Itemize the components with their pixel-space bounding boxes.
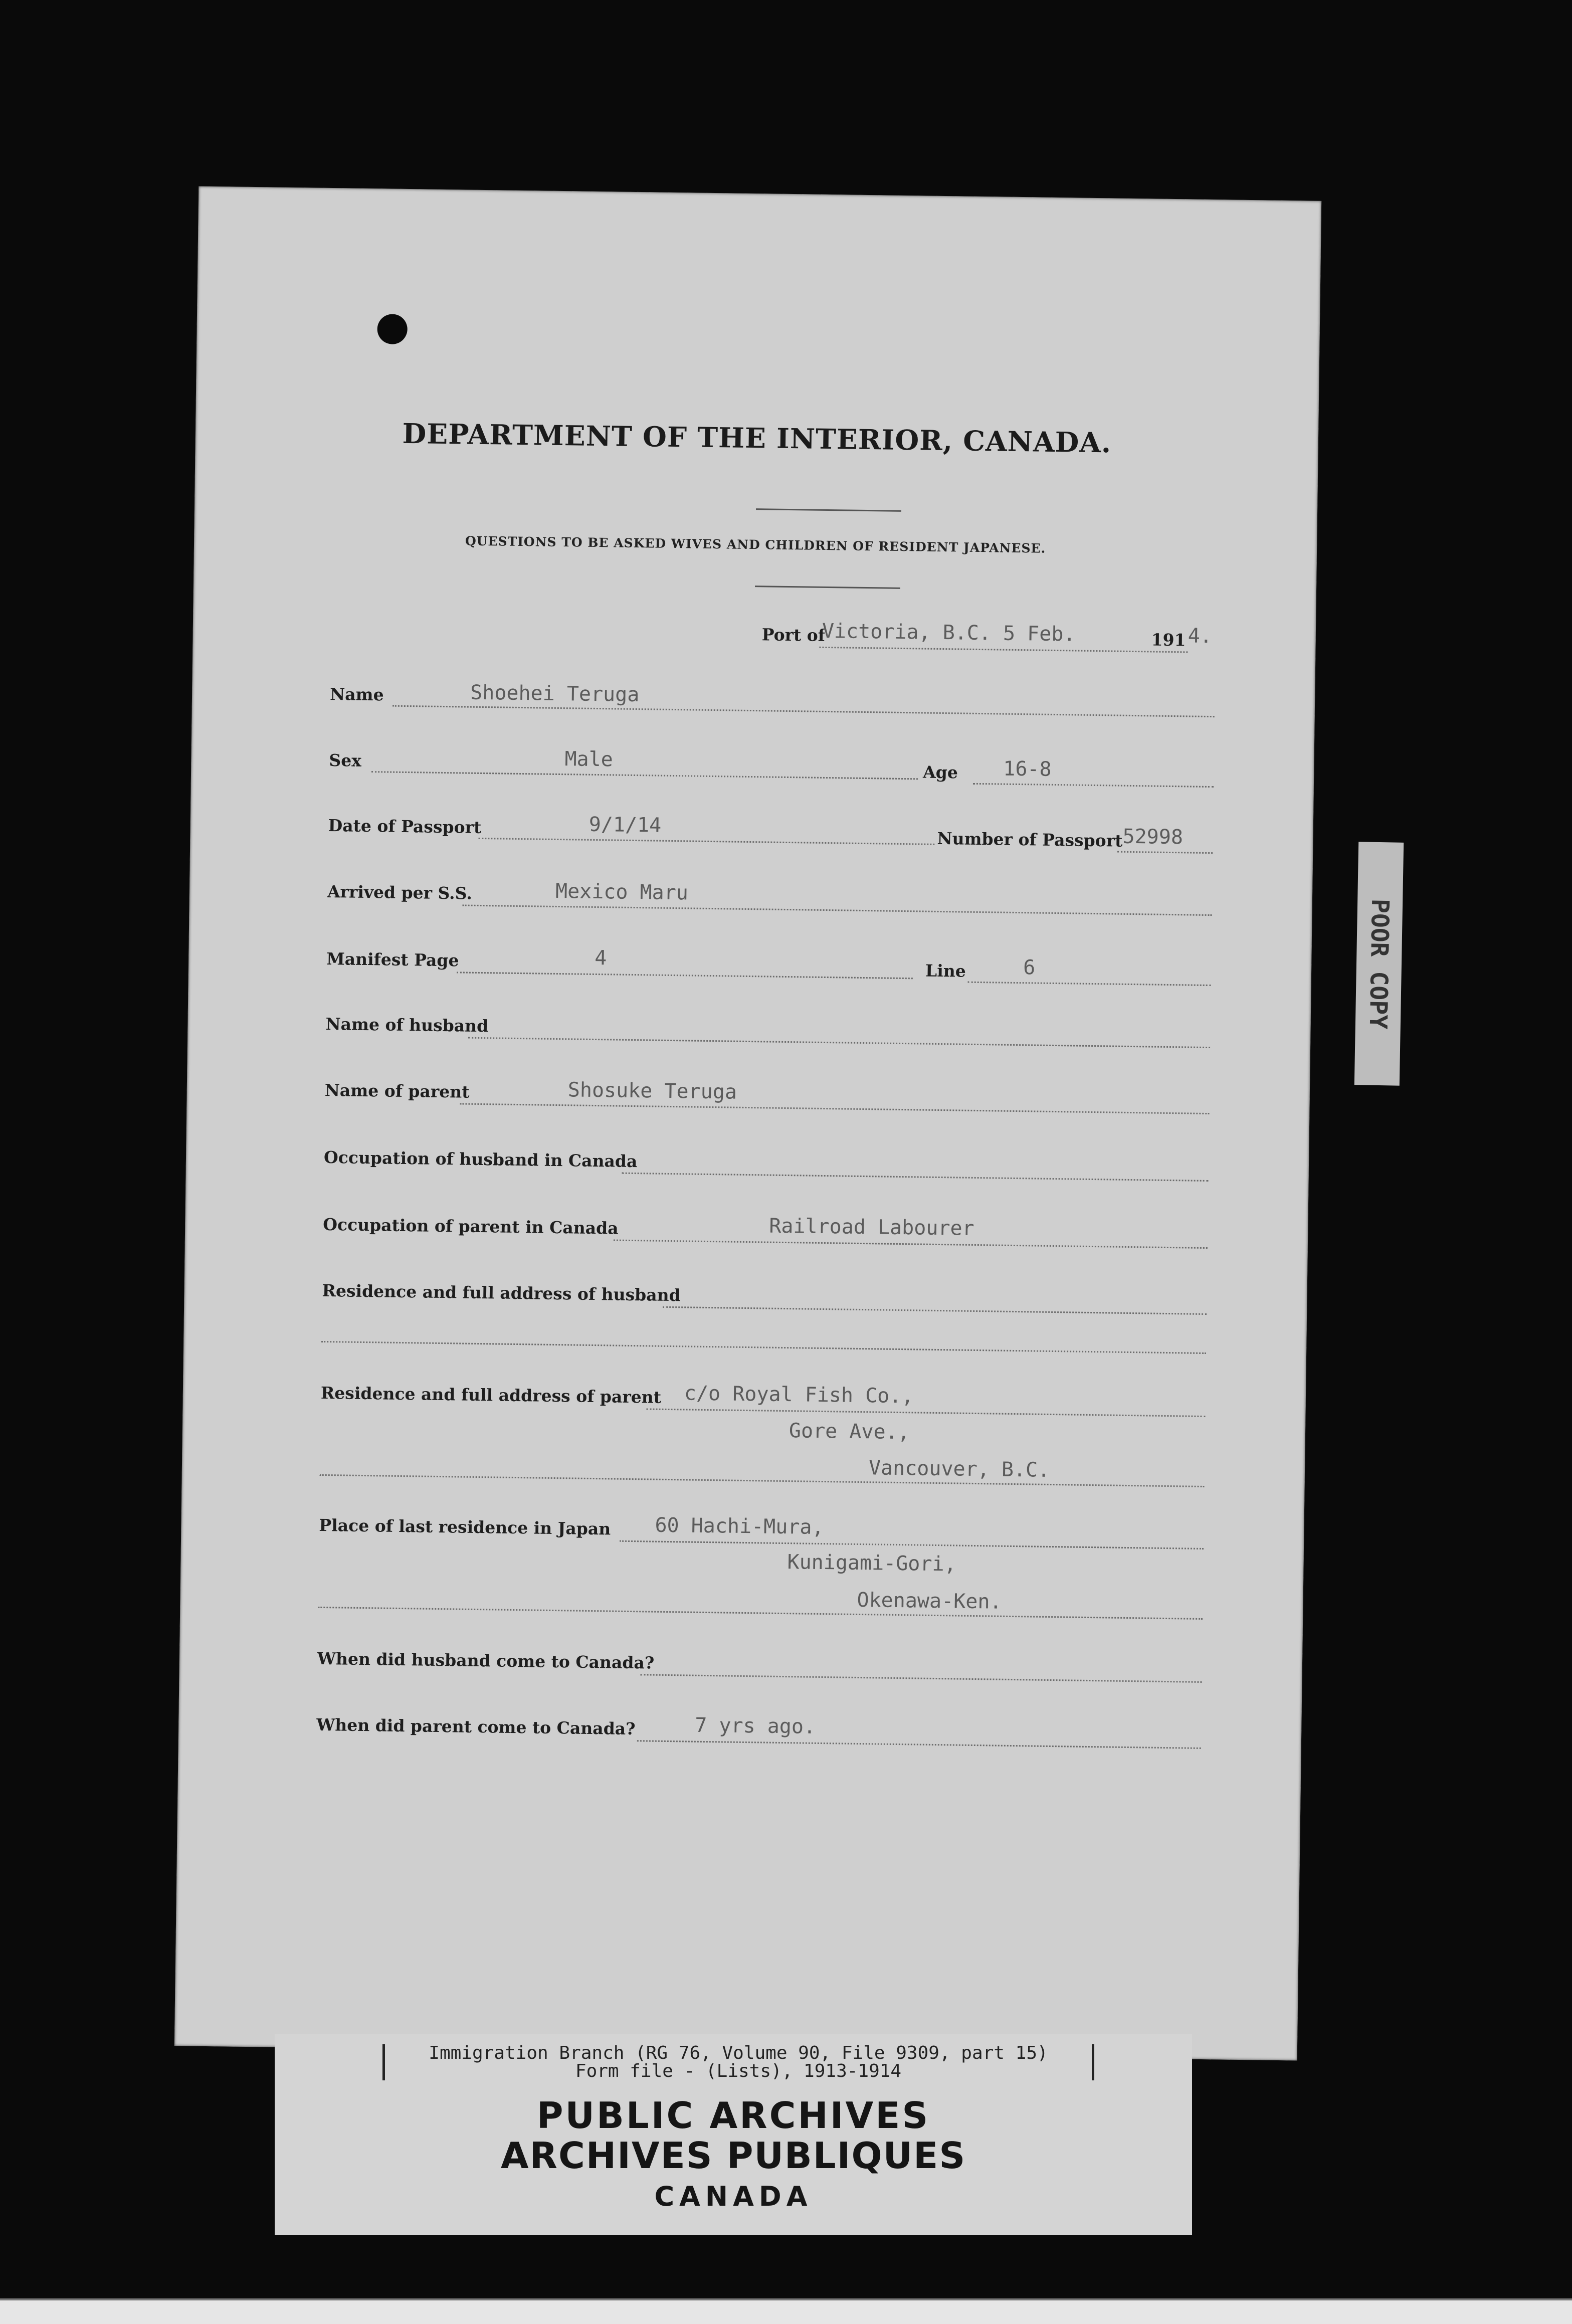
form-document <box>174 186 1321 2063</box>
name-line <box>392 705 1215 717</box>
parent-name-line <box>460 1103 1209 1114</box>
port-label: Port of <box>761 625 826 645</box>
age-value: 16-8 <box>1003 757 1052 781</box>
parent-came-value: 7 yrs ago. <box>694 1713 816 1738</box>
res-husband-label: Residence and full address of husband <box>322 1280 681 1305</box>
parent-name-label: Name of parent <box>324 1080 470 1102</box>
form-subtitle: QUESTIONS TO BE ASKED WIVES AND CHILDREN OF RESIDENT JAPANESE. <box>465 533 1046 556</box>
res-parent-line-1: c/o Royal Fish Co., <box>684 1382 914 1408</box>
number-passport-label: Number of Passport <box>937 828 1123 851</box>
res-parent-rule-2 <box>320 1474 1205 1487</box>
archives-stamp <box>275 2034 1192 2235</box>
last-residence-line-1: 60 Hachi-Mura, <box>655 1513 824 1539</box>
husband-came-label: When did husband come to Canada? <box>317 1648 655 1673</box>
age-line <box>973 783 1214 788</box>
line-line <box>968 982 1211 986</box>
age-label: Age <box>922 762 958 783</box>
archive-ref-line-2: Form file - (Lists), 1913-1914 <box>575 2061 902 2081</box>
archive-english: PUBLIC ARCHIVES <box>536 2094 930 2137</box>
poor-copy-tab <box>1354 842 1404 1085</box>
res-parent-label: Residence and full address of parent <box>320 1383 662 1407</box>
parent-came-label: When did parent come to Canada? <box>316 1714 636 1739</box>
year-printed: 191 <box>1151 630 1186 650</box>
occ-husband-label: Occupation of husband in Canada <box>323 1147 638 1172</box>
form-title: DEPARTMENT OF THE INTERIOR, CANADA. <box>402 417 1112 459</box>
res-parent-line-2: Gore Ave., <box>789 1419 910 1444</box>
punch-hole <box>377 314 408 344</box>
name-value: Shoehei Teruga <box>470 681 640 707</box>
poor-copy-text: POOR COPY <box>1363 898 1395 1030</box>
sex-value: Male <box>564 747 614 771</box>
res-parent-line-3: Vancouver, B.C. <box>868 1456 1050 1482</box>
film-edge <box>0 2298 1572 2324</box>
occ-parent-value: Railroad Labourer <box>769 1214 974 1240</box>
last-residence-rule-2 <box>318 1607 1203 1620</box>
sex-label: Sex <box>329 750 362 770</box>
archive-ref-line-1: Immigration Branch (RG 76, Volume 90, File 9309, part 15) <box>429 2043 1048 2063</box>
parent-came-line <box>637 1740 1201 1749</box>
last-residence-rule-1 <box>620 1540 1204 1550</box>
res-husband-line-1 <box>663 1306 1207 1315</box>
archive-french: ARCHIVES PUBLIQUES <box>500 2135 966 2177</box>
last-residence-line-2: Kunigami-Gori, <box>787 1551 956 1576</box>
occ-husband-line <box>622 1173 1209 1182</box>
res-parent-rule-1 <box>647 1408 1206 1417</box>
title-divider <box>756 508 901 512</box>
manifest-page-label: Manifest Page <box>326 948 459 971</box>
manifest-page-value: 4 <box>594 946 607 970</box>
arrived-value: Mexico Maru <box>555 879 689 905</box>
occ-parent-label: Occupation of parent in Canada <box>323 1214 619 1238</box>
manifest-page-line <box>457 972 913 979</box>
sex-line <box>371 771 918 780</box>
name-label: Name <box>329 684 384 705</box>
line-label: Line <box>925 960 966 981</box>
archive-reference <box>382 2044 1094 2080</box>
number-passport-line <box>1117 851 1213 854</box>
date-passport-label: Date of Passport <box>328 815 482 837</box>
port-line <box>819 647 1188 653</box>
occ-parent-line <box>614 1240 1208 1249</box>
arrived-line <box>463 905 1212 916</box>
date-passport-value: 9/1/14 <box>588 813 662 837</box>
last-residence-label: Place of last residence in Japan <box>319 1515 611 1539</box>
port-value: Victoria, B.C. 5 Feb. <box>822 619 1076 646</box>
res-husband-line-2 <box>321 1341 1206 1354</box>
husband-came-line <box>641 1674 1202 1683</box>
subtitle-divider <box>755 586 900 589</box>
archive-country: CANADA <box>654 2181 813 2212</box>
line-value: 6 <box>1023 956 1036 980</box>
date-passport-line <box>478 838 934 845</box>
husband-name-line <box>468 1037 1210 1048</box>
last-residence-line-3: Okenawa-Ken. <box>857 1588 1002 1614</box>
number-passport-value: 52998 <box>1122 825 1184 849</box>
parent-name-value: Shosuke Teruga <box>567 1078 737 1104</box>
husband-name-label: Name of husband <box>325 1014 489 1036</box>
arrived-label: Arrived per S.S. <box>327 881 473 903</box>
year-written: 4. <box>1188 624 1213 648</box>
